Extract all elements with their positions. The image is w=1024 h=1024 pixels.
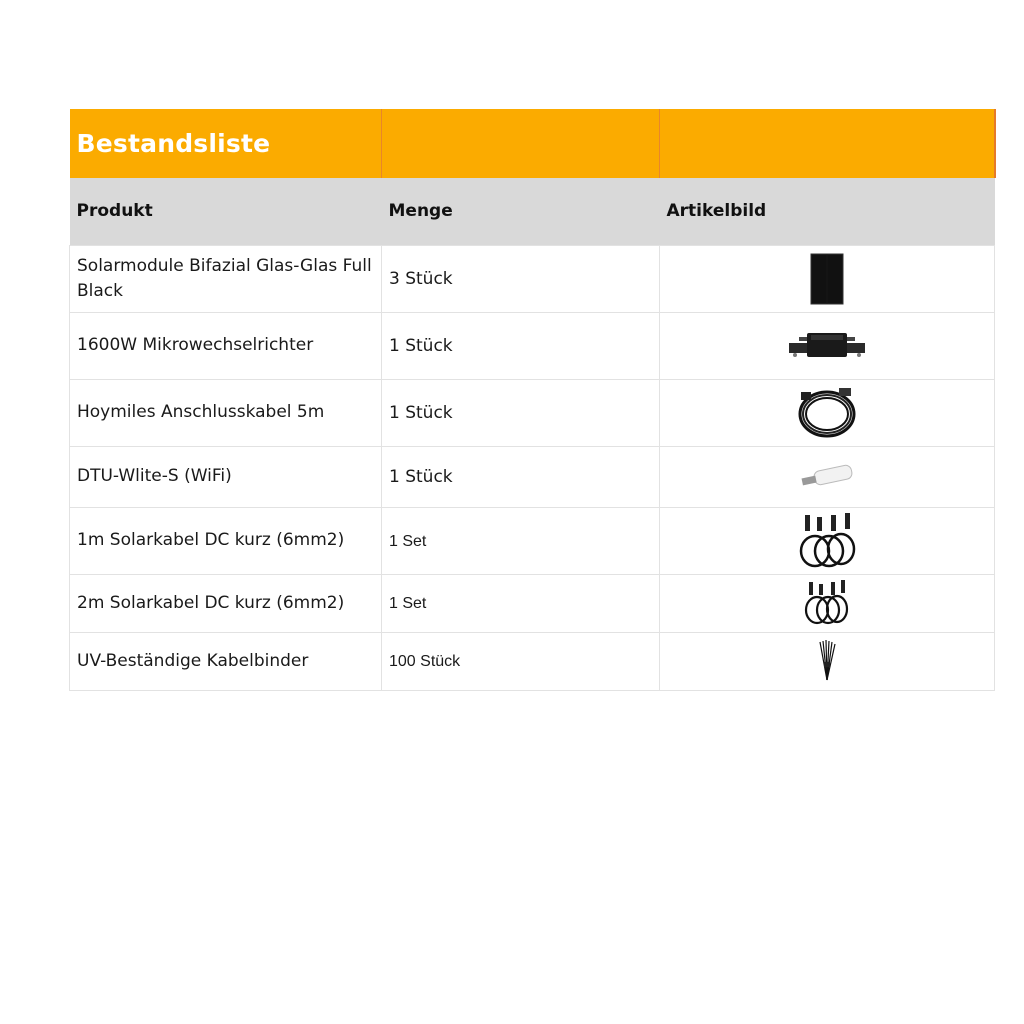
- product-quantity: 1 Set: [389, 532, 427, 550]
- header-image: Artikelbild: [666, 201, 767, 222]
- dc-cable-set-icon: [797, 513, 857, 569]
- product-quantity: 1 Stück: [389, 466, 453, 487]
- header-quantity: Menge: [388, 201, 453, 222]
- product-quantity: 1 Stück: [389, 402, 453, 423]
- table-row: [70, 632, 995, 690]
- header-row: [70, 178, 995, 245]
- table-row: [70, 574, 995, 632]
- product-quantity: 1 Set: [389, 595, 427, 612]
- table-row: [70, 379, 995, 446]
- product-name: 1600W Mikrowechselrichter: [77, 335, 314, 355]
- table-row: [70, 312, 995, 379]
- product-name: DTU-Wlite-S (WiFi): [77, 466, 232, 486]
- product-name: 1m Solarkabel DC kurz (6mm2): [77, 530, 345, 550]
- coiled-cable-icon: [795, 386, 859, 440]
- inventory-table: [69, 109, 996, 691]
- product-quantity: 3 Stück: [389, 268, 453, 289]
- product-name: UV-Beständige Kabelbinder: [77, 650, 309, 671]
- product-quantity: 100 Stück: [389, 653, 461, 670]
- table-row: [70, 245, 995, 312]
- wifi-stick-icon: [798, 462, 856, 492]
- solar-panel-icon: [810, 253, 844, 305]
- table-title: Bestandsliste: [76, 129, 271, 158]
- product-quantity: 1 Stück: [389, 335, 453, 356]
- table-row: [70, 446, 995, 507]
- table-row: [70, 507, 995, 574]
- product-name: Solarmodule Bifazial Glas-Glas Full Black: [77, 255, 372, 301]
- header-product: Produkt: [76, 201, 153, 222]
- dc-cable-set-icon: [803, 580, 851, 626]
- product-name: 2m Solarkabel DC kurz (6mm2): [77, 592, 345, 613]
- title-row: [70, 109, 995, 178]
- cable-ties-icon: [817, 640, 837, 682]
- microinverter-icon: [787, 329, 867, 363]
- product-name: Hoymiles Anschlusskabel 5m: [77, 402, 325, 422]
